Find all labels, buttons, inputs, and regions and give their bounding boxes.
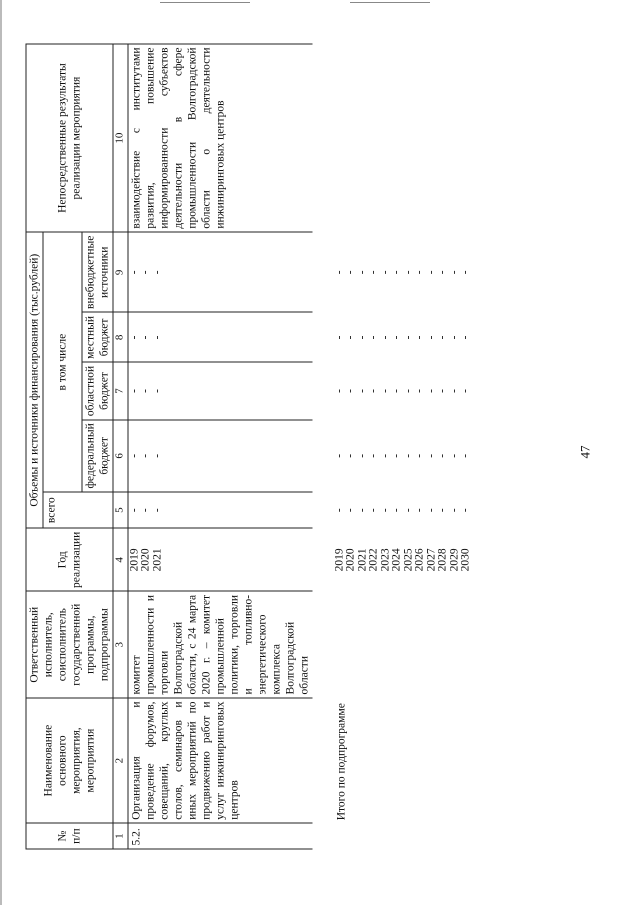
value-cell: - xyxy=(333,335,346,340)
value-cell: - xyxy=(448,270,461,275)
value-cell: - xyxy=(459,389,472,393)
value-cell: - xyxy=(459,270,472,275)
total-label: Итого по подпрограмме xyxy=(335,703,348,821)
value-cell: - xyxy=(367,508,380,513)
col-index: 4 xyxy=(113,528,127,591)
value-cell: - xyxy=(344,389,357,393)
col-index: 8 xyxy=(113,312,127,362)
header-federal: федеральный бюджет xyxy=(82,420,113,492)
value-cell: - xyxy=(402,389,415,393)
year-cell: 2021 xyxy=(151,548,163,572)
row-years xyxy=(128,528,313,591)
value-cell: - xyxy=(367,270,380,275)
year-cell: 2020 xyxy=(344,548,357,572)
value-cell: - xyxy=(151,270,163,275)
year-cell: 2024 xyxy=(390,548,403,572)
value-cell: - xyxy=(333,389,346,393)
value-cell: - xyxy=(436,335,449,340)
year-cell: 2027 xyxy=(425,548,438,572)
col-index: 10 xyxy=(113,44,127,232)
value-cell: - xyxy=(151,453,163,458)
row-local-values xyxy=(128,312,313,362)
value-cell: - xyxy=(379,389,392,393)
value-cell: - xyxy=(448,335,461,340)
header-executor: Ответственный исполнитель, соисполнитель государственной программы, подпрограммы xyxy=(26,591,113,698)
header-year: Год реализации xyxy=(26,528,113,591)
value-cell: - xyxy=(344,453,357,458)
row-regional-values xyxy=(128,362,313,419)
col-index: 1 xyxy=(113,823,127,849)
value-cell: - xyxy=(151,508,163,513)
value-cell: - xyxy=(379,453,392,458)
col-index: 3 xyxy=(113,591,127,698)
row-executor: комитет промышленности и торговли Волгоградской области, с 24 марта 2020 г. – комитет промышленной политики, торговли и топливно-энергетического комплекса Волгоградской области xyxy=(128,591,313,698)
value-cell: - xyxy=(425,270,438,275)
value-cell: - xyxy=(139,453,152,458)
value-cell: - xyxy=(128,270,140,275)
row-total-values xyxy=(128,492,313,528)
value-cell: - xyxy=(436,389,449,393)
year-cell: 2026 xyxy=(413,548,426,572)
value-cell: - xyxy=(344,508,357,513)
year-cell: 2019 xyxy=(333,548,346,572)
total-spacer xyxy=(312,44,473,232)
value-cell: - xyxy=(356,389,369,393)
value-cell: - xyxy=(390,453,403,458)
value-cell: - xyxy=(402,270,415,275)
row-extrabudget-values xyxy=(128,232,313,312)
value-cell: - xyxy=(390,335,403,340)
total-spacer xyxy=(312,823,473,849)
value-cell: - xyxy=(139,335,152,340)
value-cell: - xyxy=(379,508,392,513)
year-cell: 2030 xyxy=(459,548,472,572)
year-cell: 2025 xyxy=(402,548,415,572)
row-federal-values xyxy=(128,420,313,492)
value-cell: - xyxy=(333,453,346,458)
year-cell: 2022 xyxy=(367,548,380,572)
header-regional: областной бюджет xyxy=(82,362,113,419)
value-cell: - xyxy=(448,389,461,393)
value-cell: - xyxy=(128,508,140,513)
value-cell: - xyxy=(425,389,438,393)
value-cell: - xyxy=(151,335,163,340)
col-index: 9 xyxy=(113,232,127,312)
value-cell: - xyxy=(151,389,163,393)
year-cell: 2028 xyxy=(436,548,449,572)
col-index: 6 xyxy=(113,420,127,492)
table-row xyxy=(128,44,313,849)
value-cell: - xyxy=(448,508,461,513)
value-cell: - xyxy=(413,389,426,393)
row-num: 5.2. xyxy=(128,823,313,849)
value-cell: - xyxy=(390,508,403,513)
header-num: № п/п xyxy=(26,823,113,849)
col-index: 7 xyxy=(113,362,127,419)
value-cell: - xyxy=(367,335,380,340)
value-cell: - xyxy=(367,389,380,393)
value-cell: - xyxy=(459,453,472,458)
value-cell: - xyxy=(139,508,152,513)
header-financing: Объемы и источники финансирования (тыс.рублей) xyxy=(26,232,43,528)
value-cell: - xyxy=(367,453,380,458)
value-cell: - xyxy=(413,270,426,275)
value-cell: - xyxy=(139,270,152,275)
value-cell: - xyxy=(436,453,449,458)
value-cell: - xyxy=(413,453,426,458)
value-cell: - xyxy=(402,508,415,513)
value-cell: - xyxy=(390,270,403,275)
financing-table xyxy=(26,44,474,850)
header-name: Наименование основного мероприятия, мероприятия xyxy=(26,698,113,823)
value-cell: - xyxy=(356,270,369,275)
total-spacer xyxy=(312,591,473,698)
total-regional-values xyxy=(312,362,473,419)
year-cell: 2021 xyxy=(356,548,369,572)
header-local: местный бюджет xyxy=(82,312,113,362)
row-activity-name: Организация и проведение форумов, совещаний, круглых столов, семинаров и иных мероприятий по продвижению работ и услуг инжиниринговых центров xyxy=(128,698,313,823)
value-cell: - xyxy=(333,270,346,275)
value-cell: - xyxy=(436,508,449,513)
value-cell: - xyxy=(448,453,461,458)
page-number: 47 xyxy=(577,445,593,459)
value-cell: - xyxy=(128,453,140,458)
value-cell: - xyxy=(402,453,415,458)
value-cell: - xyxy=(459,508,472,513)
value-cell: - xyxy=(128,335,140,340)
total-years xyxy=(312,528,473,591)
rotated-page xyxy=(1,0,640,905)
col-index: 2 xyxy=(113,698,127,823)
header-results: Непосредственные результаты реализации мероприятия xyxy=(26,44,113,232)
total-extrabudget-values xyxy=(312,232,473,312)
value-cell: - xyxy=(390,389,403,393)
total-federal-values xyxy=(312,420,473,492)
header-including: в том числе xyxy=(43,232,82,492)
column-index-row xyxy=(113,44,127,849)
value-cell: - xyxy=(128,389,140,393)
row-result: взаимодействие с институтами развития, повышение информированности субъектов деятельности в сфере промышленности Волгоградской области о деятельности инжиниринговых центров xyxy=(128,44,313,232)
value-cell: - xyxy=(436,270,449,275)
total-row xyxy=(312,44,473,849)
year-cell: 2023 xyxy=(379,548,392,572)
value-cell: - xyxy=(425,335,438,340)
value-cell: - xyxy=(356,508,369,513)
value-cell: - xyxy=(344,270,357,275)
header-extrabudget: внебюджетные источники xyxy=(82,232,113,312)
value-cell: - xyxy=(139,389,152,393)
value-cell: - xyxy=(413,335,426,340)
value-cell: - xyxy=(379,270,392,275)
year-cell: 2019 xyxy=(128,548,140,572)
value-cell: - xyxy=(425,453,438,458)
year-cell: 2020 xyxy=(139,548,152,572)
value-cell: - xyxy=(402,335,415,340)
total-local-values xyxy=(312,312,473,362)
value-cell: - xyxy=(425,508,438,513)
header-total: всего xyxy=(43,492,113,528)
col-index: 5 xyxy=(113,492,127,528)
total-total-values xyxy=(312,492,473,528)
value-cell: - xyxy=(344,335,357,340)
year-cell: 2029 xyxy=(448,548,461,572)
value-cell: - xyxy=(459,335,472,340)
value-cell: - xyxy=(379,335,392,340)
value-cell: - xyxy=(413,508,426,513)
value-cell: - xyxy=(356,335,369,340)
value-cell: - xyxy=(333,508,346,513)
value-cell: - xyxy=(356,453,369,458)
